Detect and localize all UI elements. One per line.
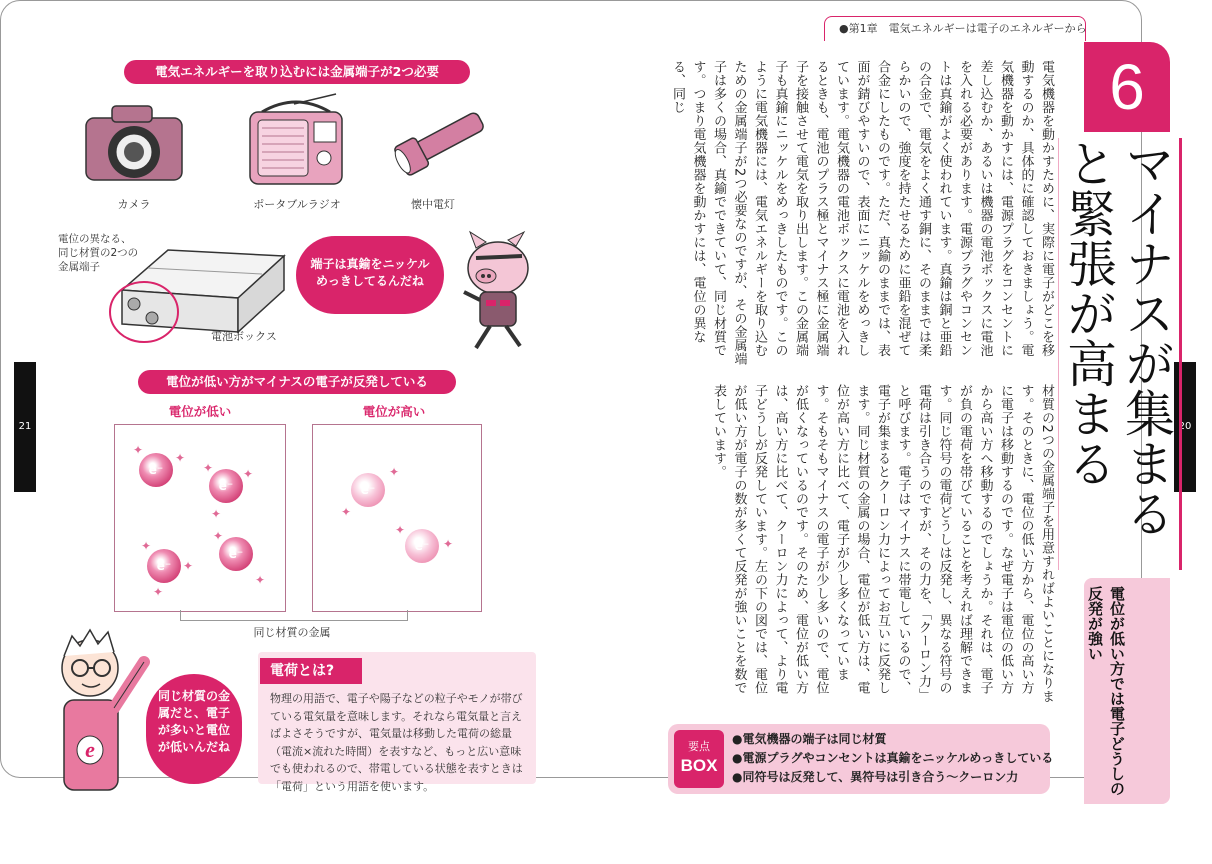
spark-icon: ✦ bbox=[341, 505, 352, 519]
man-character-icon bbox=[50, 622, 150, 808]
summary-point: ●電気機器の端子は同じ材質 bbox=[732, 732, 887, 746]
high-potential-label: 電位が高い bbox=[362, 404, 426, 419]
terminal-note: 電位の異なる、同じ材質の2つの金属端子 bbox=[58, 233, 139, 273]
pig-character-icon bbox=[446, 230, 546, 354]
radio-icon bbox=[244, 90, 348, 190]
electron: e⁻ bbox=[139, 453, 173, 487]
summary-points bbox=[732, 730, 1054, 787]
page-number-right: 20 bbox=[1174, 362, 1196, 492]
same-material-bracket bbox=[180, 610, 408, 621]
spark-icon: ✦ bbox=[133, 443, 144, 457]
spark-icon: ✦ bbox=[213, 529, 224, 543]
section-number: 6 bbox=[1084, 42, 1170, 132]
spark-icon: ✦ bbox=[141, 539, 152, 553]
body-column-lower: 材質の2つの金属端子を用意すればよいことになります。そのときに、電位の低い方から、電位の高い方に電子は移動するのです。なぜ電子は電位の低い方から高い方へ移動するのでしょうか。それは、電子が負の電荷を帯びていることを考えれば理解できます。同じ符号の電荷どうしは反発し、異なる符号の電荷は引き合うのですが、その力を、「クーロン力」と呼びます。電子はマイナスに帯電しているので、電子が集まるとクーロン力によってお互いに反発します。同じ材質の金属の場合、電位が低い方は、電位が高い方に比べて、電子が少し多くなっています。そもそもマイナスの電子が少し多いので、電位が低くなっているのです。そのため、電位が低い方は、高い方に比べて、クーロン力によって、より電子どうしが反発しています。左の下の図では、電位が低い方が電子の数が多くて反発が強いことを数で表しています。 bbox=[711, 384, 1054, 704]
definition-box bbox=[258, 652, 536, 793]
summary-point: ●電源プラグやコンセントは真鍮をニッケルめっきしている bbox=[732, 751, 1054, 765]
camera-icon bbox=[78, 96, 190, 192]
same-material-caption: 同じ材質の金属 bbox=[253, 626, 331, 639]
section-subtitle: 電位が低い方では電子どうしの反発が強い bbox=[1084, 578, 1170, 804]
low-potential-label: 電位が低い bbox=[168, 404, 232, 419]
spark-icon: ✦ bbox=[443, 537, 454, 551]
definition-title: 電荷とは? bbox=[260, 658, 362, 684]
flashlight-icon bbox=[388, 106, 498, 176]
spark-icon: ✦ bbox=[175, 451, 186, 465]
spark-icon: ✦ bbox=[395, 523, 406, 537]
spark-icon: ✦ bbox=[211, 507, 222, 521]
flashlight-label: 懐中電灯 bbox=[411, 198, 455, 211]
spark-icon: ✦ bbox=[183, 559, 194, 573]
section-title: マイナスが集まると緊張が高まる bbox=[1058, 138, 1182, 570]
definition-text: 物理の用語で、電子や陽子などの粒子やモノが帯びている電気量を意味します。それなら電気量と言えばよさそうですが、電気量は移動した電荷の総量（電流×流れた時間）を表すなど、もっと広い意味でも使われるので、帯電している状態を表すときは「電荷」という用語を使います。 bbox=[270, 692, 523, 793]
battery-box-label: 電池ボックス bbox=[211, 330, 277, 343]
high-potential-box bbox=[312, 424, 482, 612]
electron: e⁻ bbox=[351, 473, 385, 507]
low-potential-box bbox=[114, 424, 286, 612]
chapter-header-text: ●第1章 電気エネルギーは電子のエネルギーから bbox=[839, 22, 1087, 35]
spark-icon: ✦ bbox=[243, 467, 254, 481]
electron: e⁻ bbox=[209, 469, 243, 503]
chapter-header bbox=[824, 16, 1086, 41]
electron: e⁻ bbox=[147, 549, 181, 583]
figure-bottom-title: 電位が低い方がマイナスの電子が反発している bbox=[138, 370, 456, 394]
electron: e⁻ bbox=[405, 529, 439, 563]
body-column-upper: 電気機器を動かすために、実際に電子がどこを移動するのか、具体的に確認しておきましょう。電気機器を動かすには、電源プラグをコンセントに差し込むか、あるいは機器の電池ボックスに電池を入れる必要があります。電源プラグやコンセントは真鍮がよく使われています。真鍮は銅と亜鉛の合金で、電気をよく通す銅に、そのままでは柔らかいので、強度を持たせるために亜鉛を混ぜて合金にしたものです。ただ、真鍮のままでは、表面が錆びやすいので、表面にニッケルをめっきしています。電気機器の電池ボックスに電池を入れるときも、電池のプラス極とマイナス極に金属端子を接触させて電気を取り出します。この金属端子も真鍮にニッケルをめっきしたものです。このように電気機器には、電気エネルギーを取り込むための金属端子が2つ必要なのですが、その金属端子は多くの場合、真鍮でできていて、同じ材質です。つまり電気機器を動かすには、電位の異なる、同じ bbox=[670, 60, 1054, 366]
spark-icon: ✦ bbox=[389, 465, 400, 479]
shirt-letter: e bbox=[85, 737, 95, 762]
man-speech-bubble: 同じ材質の金属だと、電子が多いと電位が低いんだね bbox=[146, 674, 242, 784]
spark-icon: ✦ bbox=[153, 585, 164, 599]
radio-label: ポータブルラジオ bbox=[253, 198, 341, 211]
spark-icon: ✦ bbox=[203, 461, 214, 475]
summary-label: 要点 BOX bbox=[674, 730, 724, 788]
summary-point: ●同符号は反発して、異符号は引き合う〜クーロン力 bbox=[732, 770, 1019, 784]
summary-box bbox=[668, 724, 1054, 794]
page-number-left: 21 bbox=[14, 362, 36, 492]
figure-top-title: 電気エネルギーを取り込むには金属端子が2つ必要 bbox=[124, 60, 470, 84]
spark-icon: ✦ bbox=[255, 573, 266, 587]
pig-speech-bubble: 端子は真鍮をニッケルめっきしてるんだね bbox=[296, 236, 444, 314]
camera-label: カメラ bbox=[117, 198, 151, 211]
electron: e⁻ bbox=[219, 537, 253, 571]
